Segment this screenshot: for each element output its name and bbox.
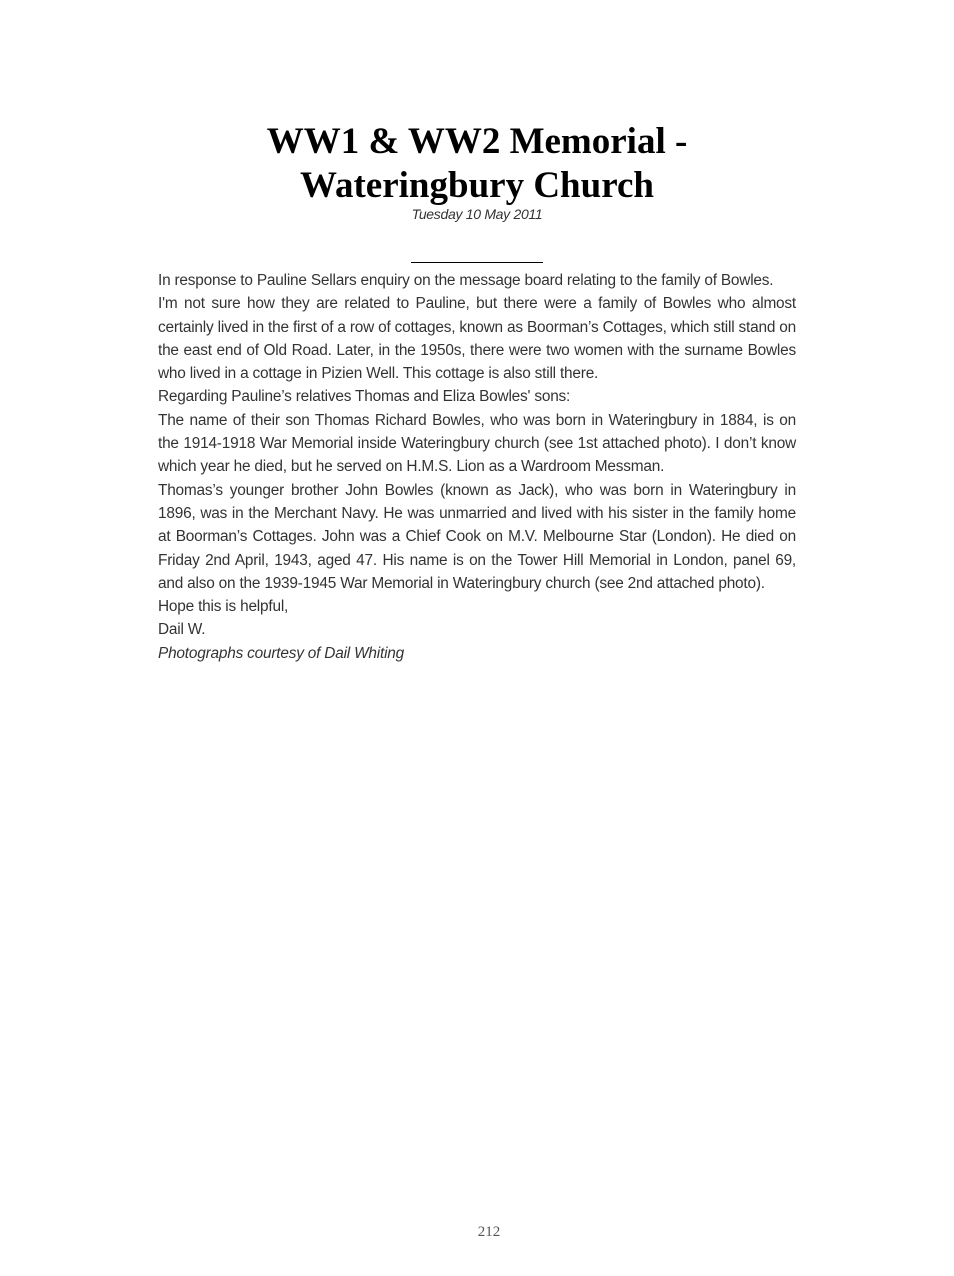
article-title-line-1: WW1 & WW2 Memorial -	[266, 121, 688, 162]
paragraph-john: Thomas’s younger brother John Bowles (known as Jack), who was born in Wateringbury in 1896, was in the Merchant Navy. He was unmarried and lived with his sister in the family home at Boorman’s Cottages. John was a Chief Cook on M.V. Melbourne Star (London). He died on Friday 2nd April, 1943, aged 47. His name is on the Tower Hill Memorial in London, panel 69, and also on the 1939-1945 War Memorial in Wateringbury church (see 2nd attached photo).	[158, 481, 796, 592]
photo-credit: Photographs courtesy of Dail Whiting	[158, 644, 405, 662]
article-body	[158, 269, 796, 665]
paragraph-thomas: The name of their son Thomas Richard Bowles, who was born in Wateringbury in 1884, is on the 1914-1918 War Memorial inside Wateringbury church (see 1st attached photo). I don’t know which year he died, but he served on H.M.S. Lion as a Wardroom Messman.	[158, 411, 796, 476]
article-title-line-2: Wateringbury Church	[300, 165, 654, 206]
page-number: 212	[477, 1224, 501, 1240]
article-title	[158, 120, 796, 208]
article-date: Tuesday 10 May 2011	[411, 206, 543, 222]
paragraph-closing: Hope this is helpful,	[158, 598, 289, 616]
paragraph-regarding: Regarding Pauline’s relatives Thomas and Eliza Bowles' sons:	[158, 388, 571, 406]
title-divider	[411, 262, 543, 263]
paragraph-family: I'm not sure how they are related to Pauline, but there were a family of Bowles who almost certainly lived in the first of a row of cottages, known as Boorman’s Cottages, which still stand on the east end of Old Road. Later, in the 1950s, there were two women with the surname Bowles who lived in a cottage in Pizien Well. This cottage is also still there.	[158, 295, 796, 383]
paragraph-signature: Dail W.	[158, 621, 206, 639]
paragraph-intro: In response to Pauline Sellars enquiry on the message board relating to the family of Bowles.	[158, 272, 774, 289]
